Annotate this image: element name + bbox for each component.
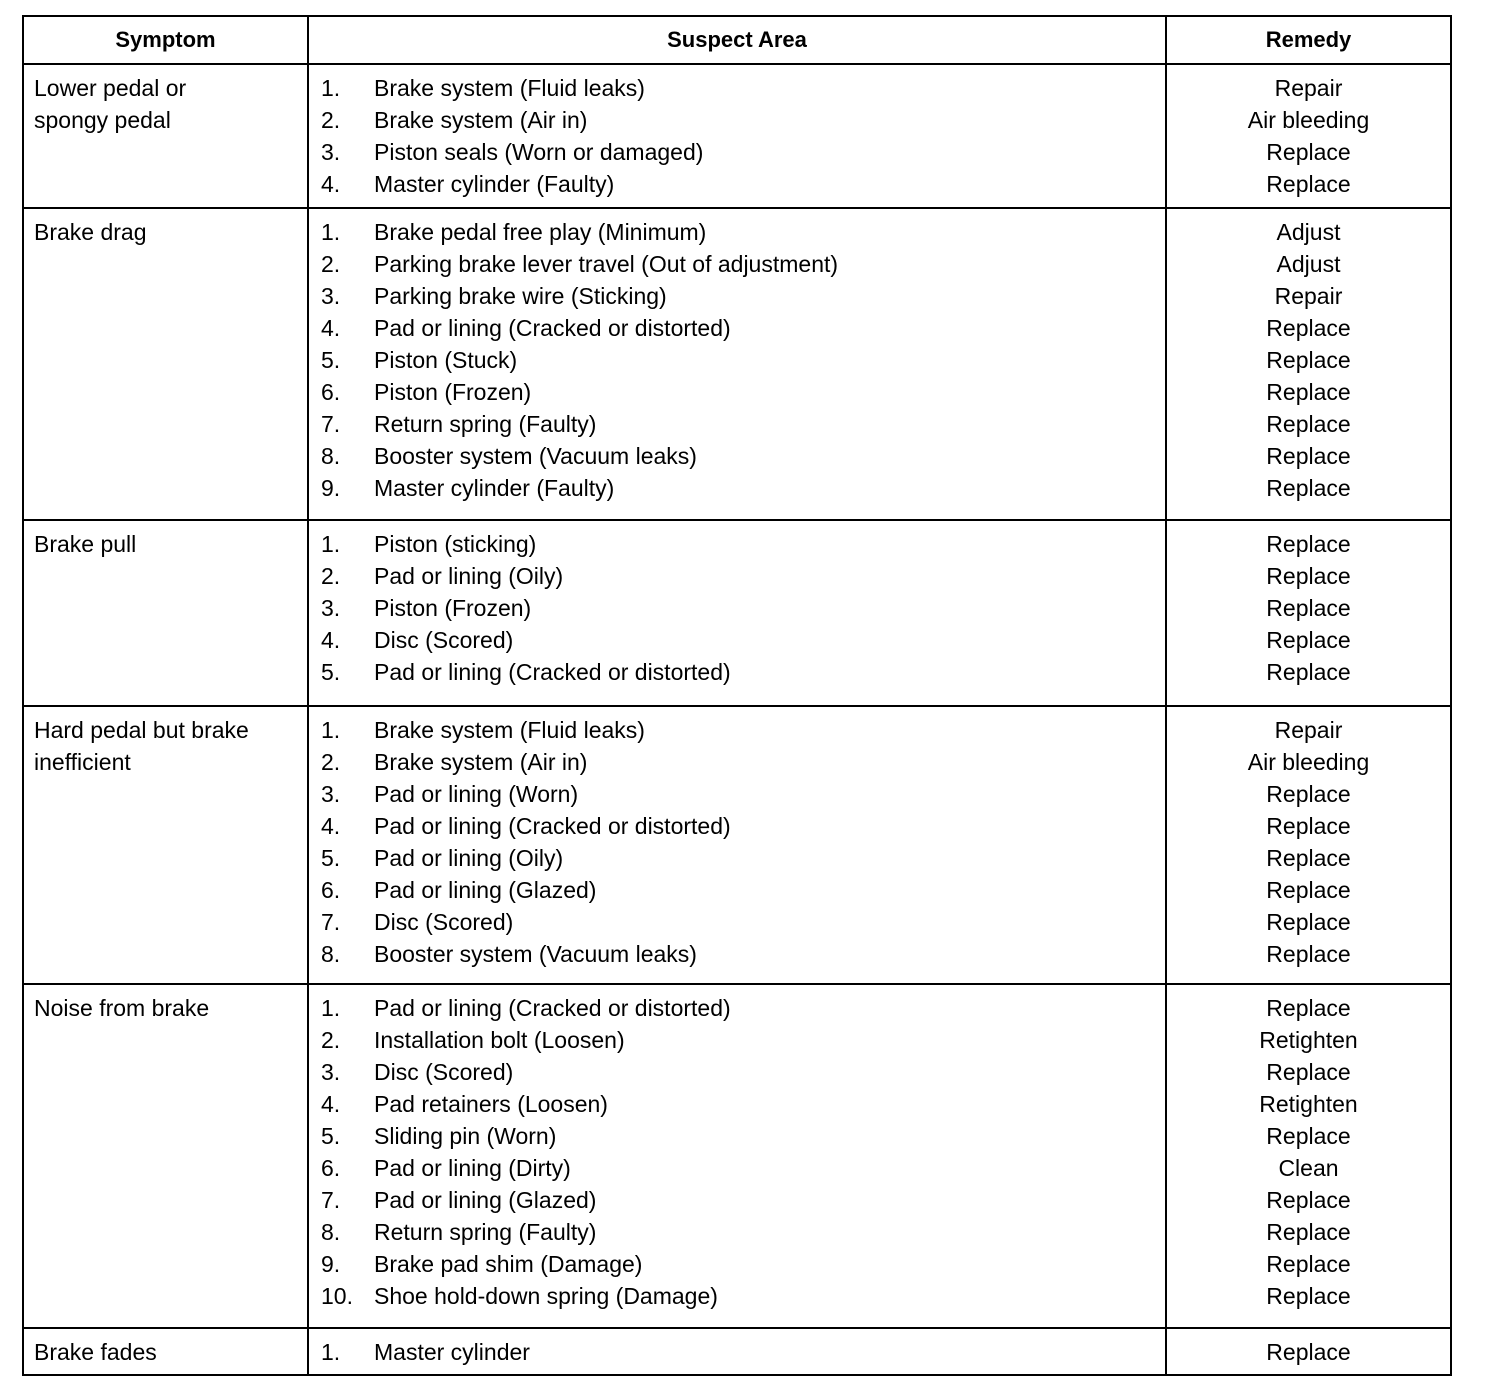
suspect-item [309, 312, 1165, 344]
symptom-text: spongy pedal [34, 107, 171, 133]
remedy-cell [1166, 208, 1451, 520]
remedy-cell [1166, 64, 1451, 208]
item-area: Sliding pin (Worn) [374, 1123, 557, 1149]
item-area: Disc (Scored) [374, 1059, 514, 1085]
item-number: 6. [321, 1155, 341, 1181]
symptom-cell [23, 520, 308, 706]
suspect-item [309, 1088, 1165, 1120]
header-suspect-area: Suspect Area [308, 16, 1166, 64]
remedy-text: Adjust [1276, 219, 1341, 245]
remedy-cell [1166, 984, 1451, 1328]
item-number: 3. [321, 595, 341, 621]
suspect-item [309, 216, 1165, 248]
remedy-text: Replace [1266, 475, 1351, 501]
remedy-text: Replace [1266, 909, 1351, 935]
remedy-text: Replace [1266, 595, 1351, 621]
remedy-text: Replace [1266, 443, 1351, 469]
item-area: Master cylinder [374, 1339, 530, 1365]
item-area: Pad or lining (Cracked or distorted) [374, 315, 731, 341]
item-area: Pad or lining (Cracked or distorted) [374, 659, 731, 685]
suspect-item [309, 168, 1165, 200]
suspect-item [309, 472, 1165, 504]
symptom-text: Brake pull [34, 531, 137, 557]
suspect-item [309, 592, 1165, 624]
item-number: 8. [321, 1219, 341, 1245]
item-area: Pad or lining (Oily) [374, 563, 564, 589]
remedy-cell [1166, 706, 1451, 984]
remedy-text: Repair [1274, 283, 1343, 309]
item-number: 5. [321, 1123, 341, 1149]
suspect-item [309, 280, 1165, 312]
item-number: 3. [321, 139, 341, 165]
remedy-text: Replace [1266, 877, 1351, 903]
item-area: Disc (Scored) [374, 909, 514, 935]
remedy-cell [1166, 1328, 1451, 1375]
suspect-area-cell [308, 706, 1166, 984]
item-area: Installation bolt (Loosen) [374, 1027, 625, 1053]
item-number: 4. [321, 627, 341, 653]
table-row [23, 984, 1451, 1328]
item-area: Piston (Frozen) [374, 379, 532, 405]
item-number: 5. [321, 845, 341, 871]
item-number: 7. [321, 411, 341, 437]
item-area: Piston (Frozen) [374, 595, 532, 621]
item-area: Master cylinder (Faulty) [374, 171, 615, 197]
suspect-item [309, 1184, 1165, 1216]
remedy-text: Retighten [1259, 1091, 1358, 1117]
suspect-item [309, 1336, 1165, 1368]
suspect-area-cell [308, 984, 1166, 1328]
table-row [23, 520, 1451, 706]
symptom-cell [23, 64, 308, 208]
suspect-item [309, 714, 1165, 746]
item-area: Piston seals (Worn or damaged) [374, 139, 704, 165]
suspect-item [309, 376, 1165, 408]
item-number: 8. [321, 941, 341, 967]
symptom-text: Noise from brake [34, 995, 210, 1021]
item-area: Shoe hold-down spring (Damage) [374, 1283, 718, 1309]
suspect-item [309, 104, 1165, 136]
remedy-text: Air bleeding [1247, 749, 1370, 775]
table-row [23, 706, 1451, 984]
remedy-text: Air bleeding [1247, 107, 1370, 133]
remedy-text: Replace [1266, 1283, 1351, 1309]
item-area: Parking brake lever travel (Out of adjustment) [374, 251, 839, 277]
suspect-item [309, 560, 1165, 592]
remedy-text: Replace [1266, 1059, 1351, 1085]
suspect-item [309, 72, 1165, 104]
suspect-item [309, 344, 1165, 376]
remedy-text: Replace [1266, 1187, 1351, 1213]
item-number: 8. [321, 443, 341, 469]
table-row [23, 64, 1451, 208]
remedy-text: Replace [1266, 315, 1351, 341]
suspect-item [309, 528, 1165, 560]
item-area: Master cylinder (Faulty) [374, 475, 615, 501]
remedy-text: Adjust [1276, 251, 1341, 277]
table-row [23, 1328, 1451, 1375]
suspect-item [309, 992, 1165, 1024]
item-number: 1. [321, 75, 341, 101]
item-number: 9. [321, 1251, 341, 1277]
item-number: 3. [321, 781, 341, 807]
remedy-text: Replace [1266, 995, 1351, 1021]
item-number: 5. [321, 659, 341, 685]
suspect-item [309, 1056, 1165, 1088]
item-area: Return spring (Faulty) [374, 1219, 597, 1245]
suspect-item [309, 874, 1165, 906]
item-number: 3. [321, 283, 341, 309]
item-number: 4. [321, 813, 341, 839]
remedy-text: Replace [1266, 531, 1351, 557]
suspect-area-cell [308, 520, 1166, 706]
item-number: 5. [321, 347, 341, 373]
header-row [23, 16, 1451, 64]
suspect-item [309, 938, 1165, 970]
remedy-text: Replace [1266, 627, 1351, 653]
item-number: 2. [321, 749, 341, 775]
symptom-cell [23, 208, 308, 520]
remedy-text: Retighten [1259, 1027, 1358, 1053]
item-number: 4. [321, 315, 341, 341]
item-area: Brake system (Fluid leaks) [374, 717, 645, 743]
remedy-text: Replace [1266, 171, 1351, 197]
suspect-item [309, 746, 1165, 778]
suspect-item [309, 842, 1165, 874]
brake-troubleshooting-table [22, 15, 1452, 1376]
remedy-text: Replace [1266, 347, 1351, 373]
item-area: Brake system (Fluid leaks) [374, 75, 645, 101]
remedy-text: Replace [1266, 813, 1351, 839]
item-number: 1. [321, 995, 341, 1021]
symptom-cell [23, 1328, 308, 1375]
item-number: 1. [321, 531, 341, 557]
suspect-item [309, 1024, 1165, 1056]
suspect-item [309, 1152, 1165, 1184]
symptom-text: Lower pedal or [34, 75, 187, 101]
suspect-item [309, 656, 1165, 688]
item-number: 4. [321, 171, 341, 197]
item-area: Booster system (Vacuum leaks) [374, 941, 697, 967]
item-area: Brake system (Air in) [374, 749, 588, 775]
suspect-item [309, 810, 1165, 842]
suspect-item [309, 778, 1165, 810]
item-number: 1. [321, 219, 341, 245]
item-number: 2. [321, 251, 341, 277]
header-symptom: Symptom [23, 16, 308, 64]
item-number: 2. [321, 1027, 341, 1053]
item-area: Piston (Stuck) [374, 347, 518, 373]
item-area: Pad or lining (Oily) [374, 845, 564, 871]
remedy-text: Repair [1274, 717, 1343, 743]
symptom-text: Hard pedal but brake [34, 717, 249, 743]
item-area: Booster system (Vacuum leaks) [374, 443, 697, 469]
suspect-item [309, 1120, 1165, 1152]
remedy-text: Replace [1266, 1251, 1351, 1277]
item-area: Pad or lining (Glazed) [374, 877, 597, 903]
remedy-text: Replace [1266, 781, 1351, 807]
remedy-text: Replace [1266, 1339, 1351, 1365]
table-row [23, 208, 1451, 520]
item-area: Brake system (Air in) [374, 107, 588, 133]
symptom-text: Brake drag [34, 219, 147, 245]
remedy-cell [1166, 520, 1451, 706]
suspect-area-cell [308, 64, 1166, 208]
item-area: Brake pedal free play (Minimum) [374, 219, 707, 245]
remedy-text: Replace [1266, 1123, 1351, 1149]
remedy-text: Replace [1266, 411, 1351, 437]
remedy-text: Replace [1266, 1219, 1351, 1245]
suspect-item [309, 906, 1165, 938]
symptom-cell [23, 984, 308, 1328]
item-number: 7. [321, 909, 341, 935]
item-area: Pad or lining (Glazed) [374, 1187, 597, 1213]
item-area: Disc (Scored) [374, 627, 514, 653]
item-area: Pad or lining (Dirty) [374, 1155, 571, 1181]
item-area: Pad or lining (Worn) [374, 781, 579, 807]
suspect-item [309, 1216, 1165, 1248]
remedy-text: Replace [1266, 845, 1351, 871]
item-number: 10. [321, 1283, 353, 1309]
item-number: 2. [321, 107, 341, 133]
remedy-text: Replace [1266, 139, 1351, 165]
suspect-item [309, 1280, 1165, 1312]
suspect-item [309, 440, 1165, 472]
symptom-text: inefficient [34, 749, 131, 775]
item-number: 2. [321, 563, 341, 589]
item-area: Brake pad shim (Damage) [374, 1251, 643, 1277]
header-remedy: Remedy [1166, 16, 1451, 64]
suspect-area-cell [308, 1328, 1166, 1375]
item-area: Piston (sticking) [374, 531, 537, 557]
suspect-item [309, 136, 1165, 168]
item-number: 6. [321, 379, 341, 405]
item-area: Parking brake wire (Sticking) [374, 283, 667, 309]
remedy-text: Repair [1274, 75, 1343, 101]
item-area: Pad retainers (Loosen) [374, 1091, 608, 1117]
suspect-item [309, 1248, 1165, 1280]
item-number: 3. [321, 1059, 341, 1085]
remedy-text: Replace [1266, 659, 1351, 685]
item-number: 6. [321, 877, 341, 903]
item-number: 1. [321, 717, 341, 743]
item-number: 1. [321, 1339, 341, 1365]
remedy-text: Replace [1266, 941, 1351, 967]
symptom-cell [23, 706, 308, 984]
item-area: Pad or lining (Cracked or distorted) [374, 813, 731, 839]
remedy-text: Clean [1278, 1155, 1339, 1181]
item-number: 7. [321, 1187, 341, 1213]
item-area: Return spring (Faulty) [374, 411, 597, 437]
suspect-item [309, 408, 1165, 440]
suspect-item [309, 248, 1165, 280]
symptom-text: Brake fades [34, 1339, 157, 1365]
suspect-item [309, 624, 1165, 656]
item-number: 4. [321, 1091, 341, 1117]
item-area: Pad or lining (Cracked or distorted) [374, 995, 731, 1021]
remedy-text: Replace [1266, 379, 1351, 405]
item-number: 9. [321, 475, 341, 501]
remedy-text: Replace [1266, 563, 1351, 589]
suspect-area-cell [308, 208, 1166, 520]
